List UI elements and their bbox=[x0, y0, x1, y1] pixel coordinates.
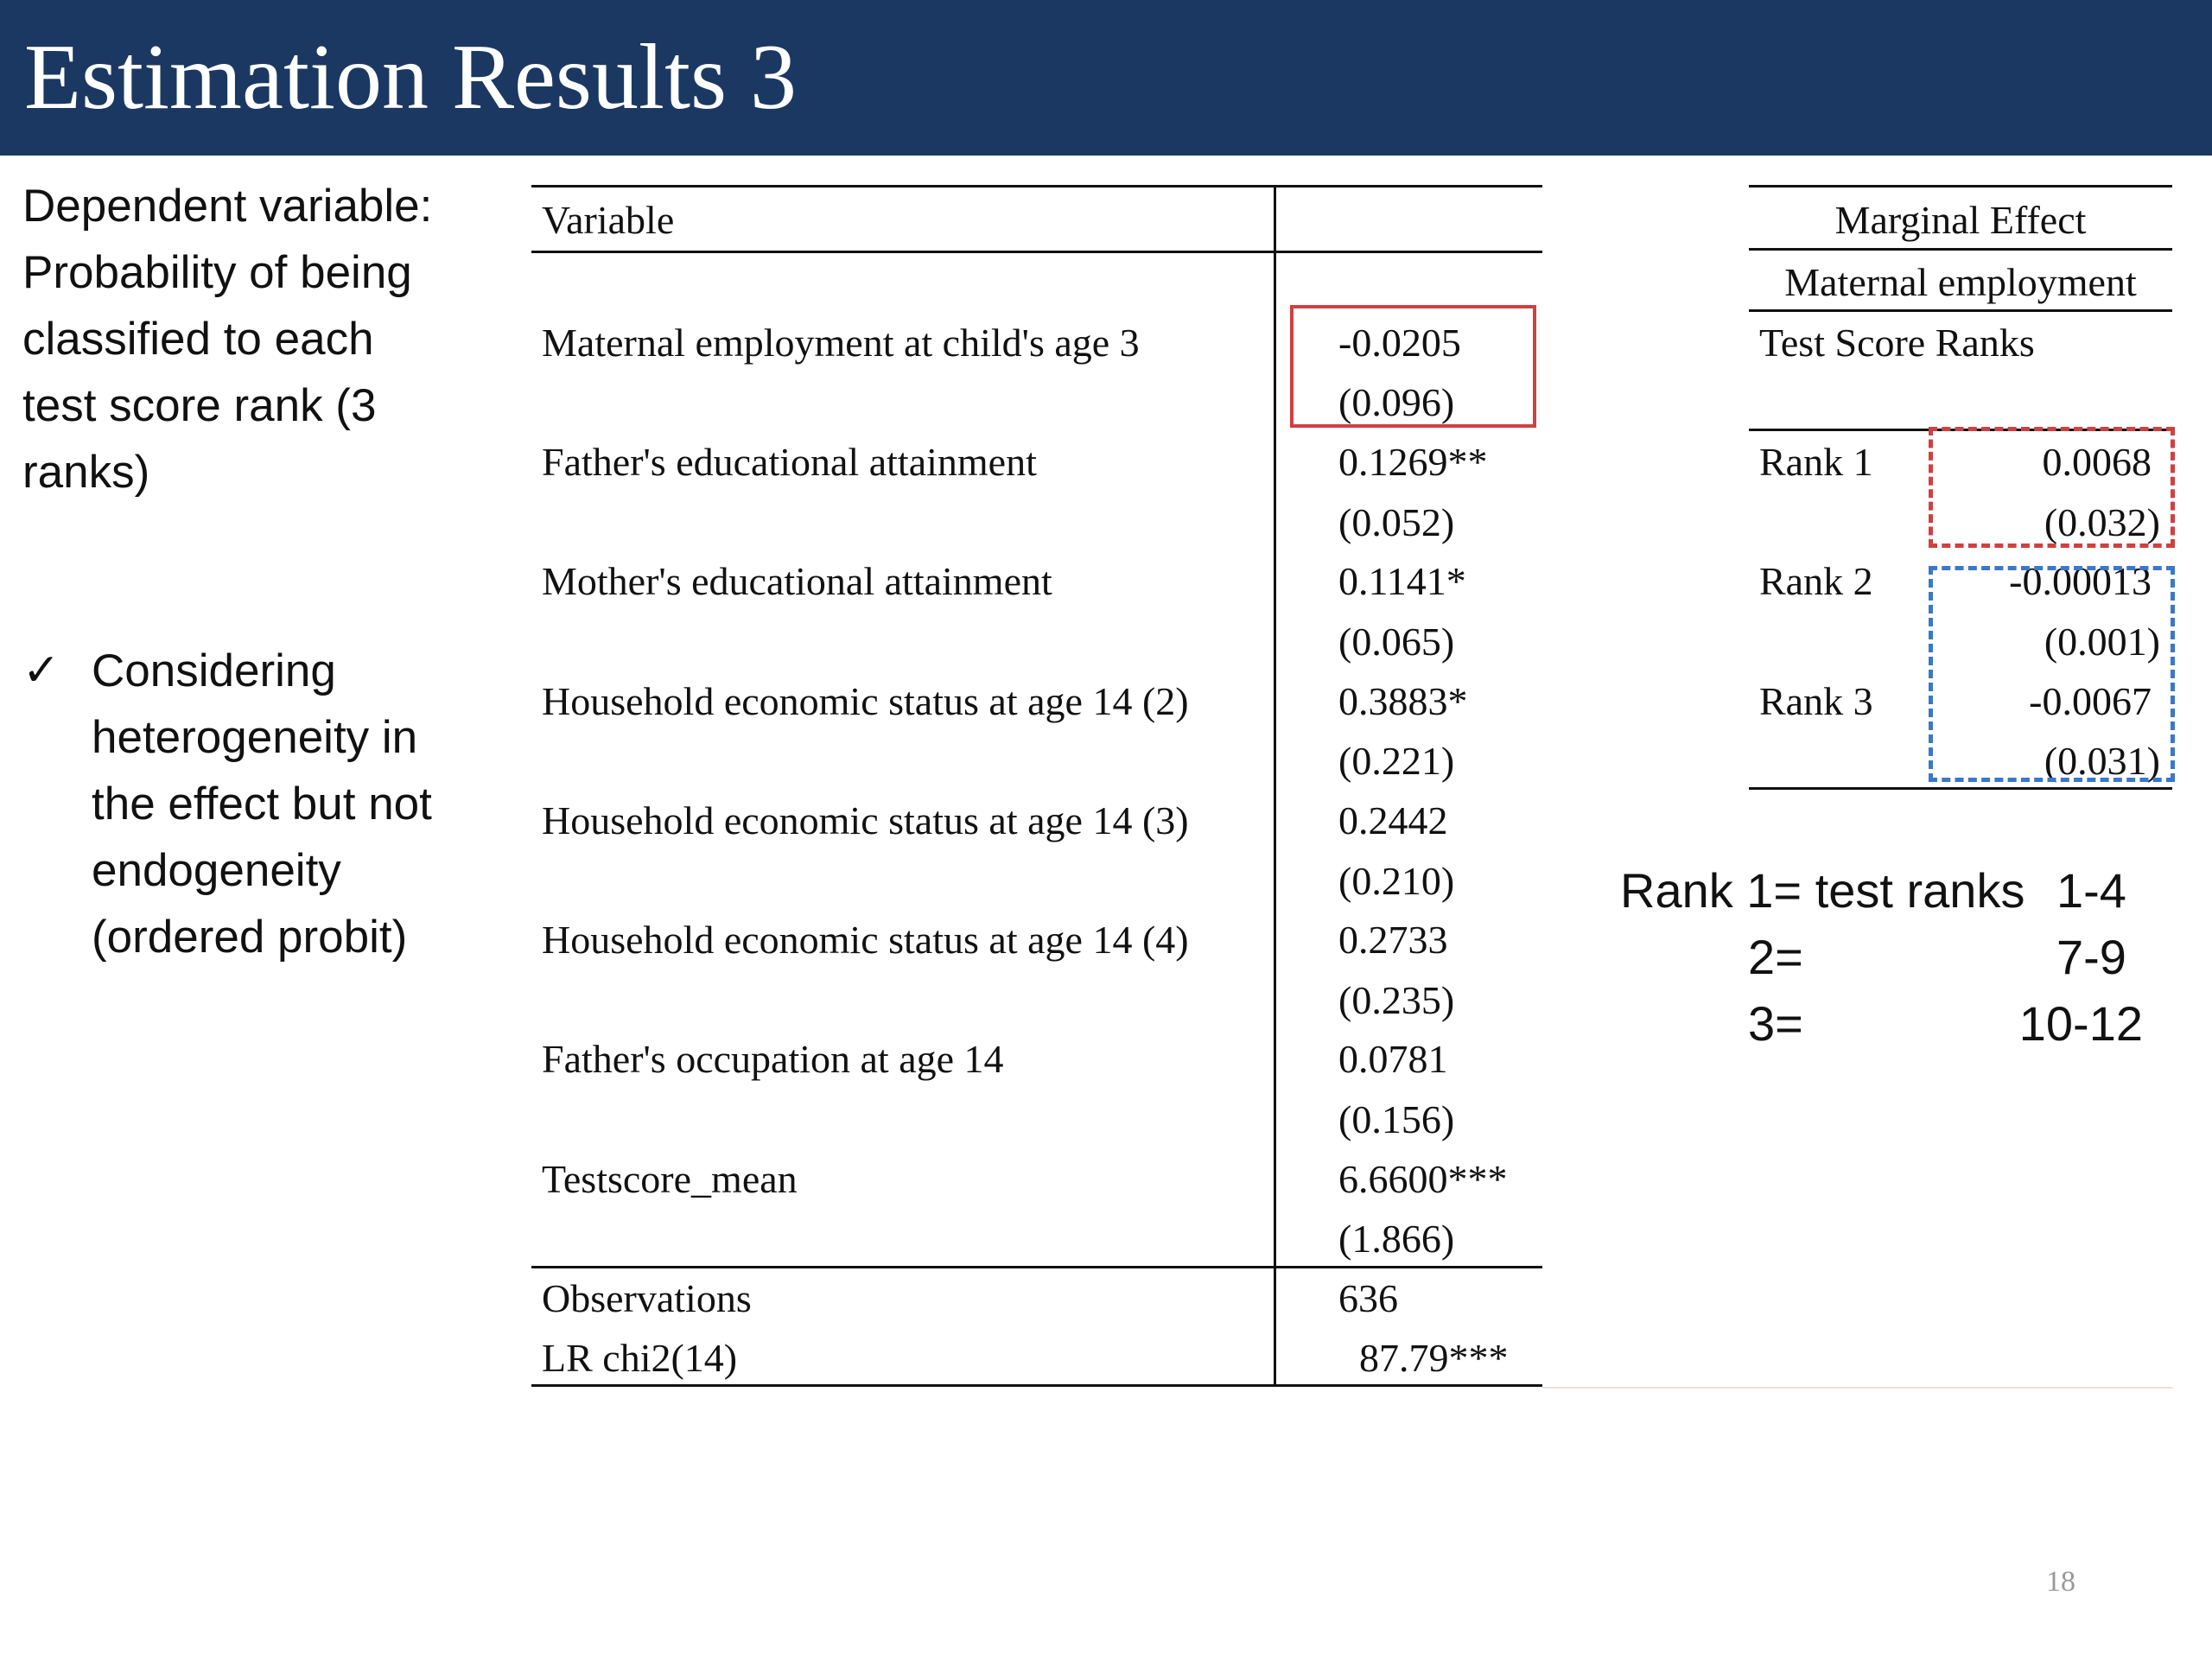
row-label: Household economic status at age 14 (2) bbox=[542, 679, 1189, 723]
row-label: Father's educational attainment bbox=[542, 440, 1037, 484]
description-line: test score rank (3 bbox=[22, 380, 377, 431]
row-standard-error: (0.156) bbox=[1338, 1097, 1455, 1141]
description-line: ranks) bbox=[22, 447, 150, 498]
table-column-divider bbox=[1274, 185, 1276, 1386]
rank-label: Rank 2 bbox=[1759, 559, 1873, 603]
bullet-line: endogeneity bbox=[92, 845, 341, 896]
rank-value: 0.0068 bbox=[2042, 440, 2152, 484]
legend-label: Rank 1= test ranks bbox=[1620, 863, 2025, 918]
stat-value: 87.79*** bbox=[1359, 1336, 1509, 1380]
marginal-subtitle-rule bbox=[1749, 309, 2172, 312]
marginal-column-label: Test Score Ranks bbox=[1759, 321, 2035, 365]
legend-value: 1-4 bbox=[2056, 863, 2126, 918]
bullet-line: Considering bbox=[92, 645, 336, 696]
check-icon: ✓ bbox=[22, 645, 60, 696]
bullet-line: the effect but not bbox=[92, 779, 432, 830]
rank-standard-error: (0.001) bbox=[2044, 620, 2160, 664]
rank-standard-error: (0.032) bbox=[2044, 500, 2160, 544]
table-top-rule bbox=[531, 185, 1542, 188]
faint-divider bbox=[1542, 1387, 2173, 1389]
slide-number: 18 bbox=[2046, 1566, 2075, 1598]
rank-label: Rank 1 bbox=[1759, 440, 1873, 484]
rank2-3-highlight-box bbox=[1929, 566, 2175, 782]
row-standard-error: (0.235) bbox=[1338, 978, 1455, 1022]
legend-value: 7-9 bbox=[2056, 930, 2126, 984]
rank-value: -0.00013 bbox=[2009, 559, 2152, 603]
bullet-line: heterogeneity in bbox=[92, 712, 418, 763]
marginal-title-rule bbox=[1749, 248, 2172, 251]
legend-label: 3= bbox=[1748, 996, 1803, 1051]
marginal-title: Marginal Effect bbox=[1834, 198, 2087, 242]
row-coefficient: 0.0781 bbox=[1338, 1037, 1448, 1081]
rank-standard-error: (0.031) bbox=[2044, 739, 2160, 783]
rank-label: Rank 3 bbox=[1759, 679, 1873, 723]
row-label: Father's occupation at age 14 bbox=[542, 1037, 1004, 1081]
marginal-subtitle: Maternal employment bbox=[1784, 260, 2137, 304]
rank-value: -0.0067 bbox=[2029, 679, 2152, 723]
bullet-text bbox=[92, 638, 524, 970]
row-standard-error: (0.052) bbox=[1338, 500, 1455, 544]
rank1-highlight-box bbox=[1929, 427, 2175, 548]
row-standard-error: (0.065) bbox=[1338, 620, 1455, 664]
header-variable: Variable bbox=[542, 198, 675, 242]
bullet-line: (ordered probit) bbox=[92, 912, 408, 963]
row-label: Maternal employment at child's age 3 bbox=[542, 321, 1140, 365]
stat-value: 636 bbox=[1338, 1276, 1398, 1320]
table-stats-rule bbox=[531, 1266, 1542, 1268]
stat-label: LR chi2(14) bbox=[542, 1336, 738, 1380]
row-standard-error: (0.210) bbox=[1338, 859, 1455, 903]
row-coefficient: 6.6600*** bbox=[1338, 1157, 1508, 1201]
row-coefficient: -0.0205 bbox=[1338, 321, 1461, 365]
description-line: Dependent variable: bbox=[22, 181, 433, 232]
row-standard-error: (0.221) bbox=[1338, 739, 1455, 783]
table-bottom-rule bbox=[531, 1384, 1542, 1387]
row-standard-error: (1.866) bbox=[1338, 1217, 1455, 1261]
description-line: Probability of being bbox=[22, 247, 412, 298]
row-standard-error: (0.096) bbox=[1338, 380, 1455, 424]
row-coefficient: 0.1269** bbox=[1338, 440, 1488, 484]
row-coefficient: 0.2733 bbox=[1338, 918, 1448, 962]
maternal-employment-highlight-box bbox=[1290, 305, 1536, 428]
legend-label: 2= bbox=[1748, 930, 1803, 984]
row-coefficient: 0.1141* bbox=[1338, 559, 1466, 603]
slide-header bbox=[0, 0, 2212, 156]
table-header-rule bbox=[531, 251, 1542, 253]
row-coefficient: 0.2442 bbox=[1338, 798, 1448, 842]
marginal-bottom-rule bbox=[1749, 787, 2172, 790]
page-title: Estimation Results 3 bbox=[24, 26, 798, 129]
row-coefficient: 0.3883* bbox=[1338, 679, 1468, 723]
marginal-top-rule bbox=[1749, 185, 2172, 188]
row-label: Mother's educational attainment bbox=[542, 559, 1052, 603]
row-label: Testscore_mean bbox=[542, 1157, 798, 1201]
description-line: classified to each bbox=[22, 314, 374, 365]
row-label: Household economic status at age 14 (4) bbox=[542, 918, 1189, 962]
legend-value: 10-12 bbox=[2018, 996, 2143, 1051]
row-label: Household economic status at age 14 (3) bbox=[542, 798, 1189, 842]
dependent-variable-description bbox=[22, 173, 506, 505]
stat-label: Observations bbox=[542, 1276, 752, 1320]
